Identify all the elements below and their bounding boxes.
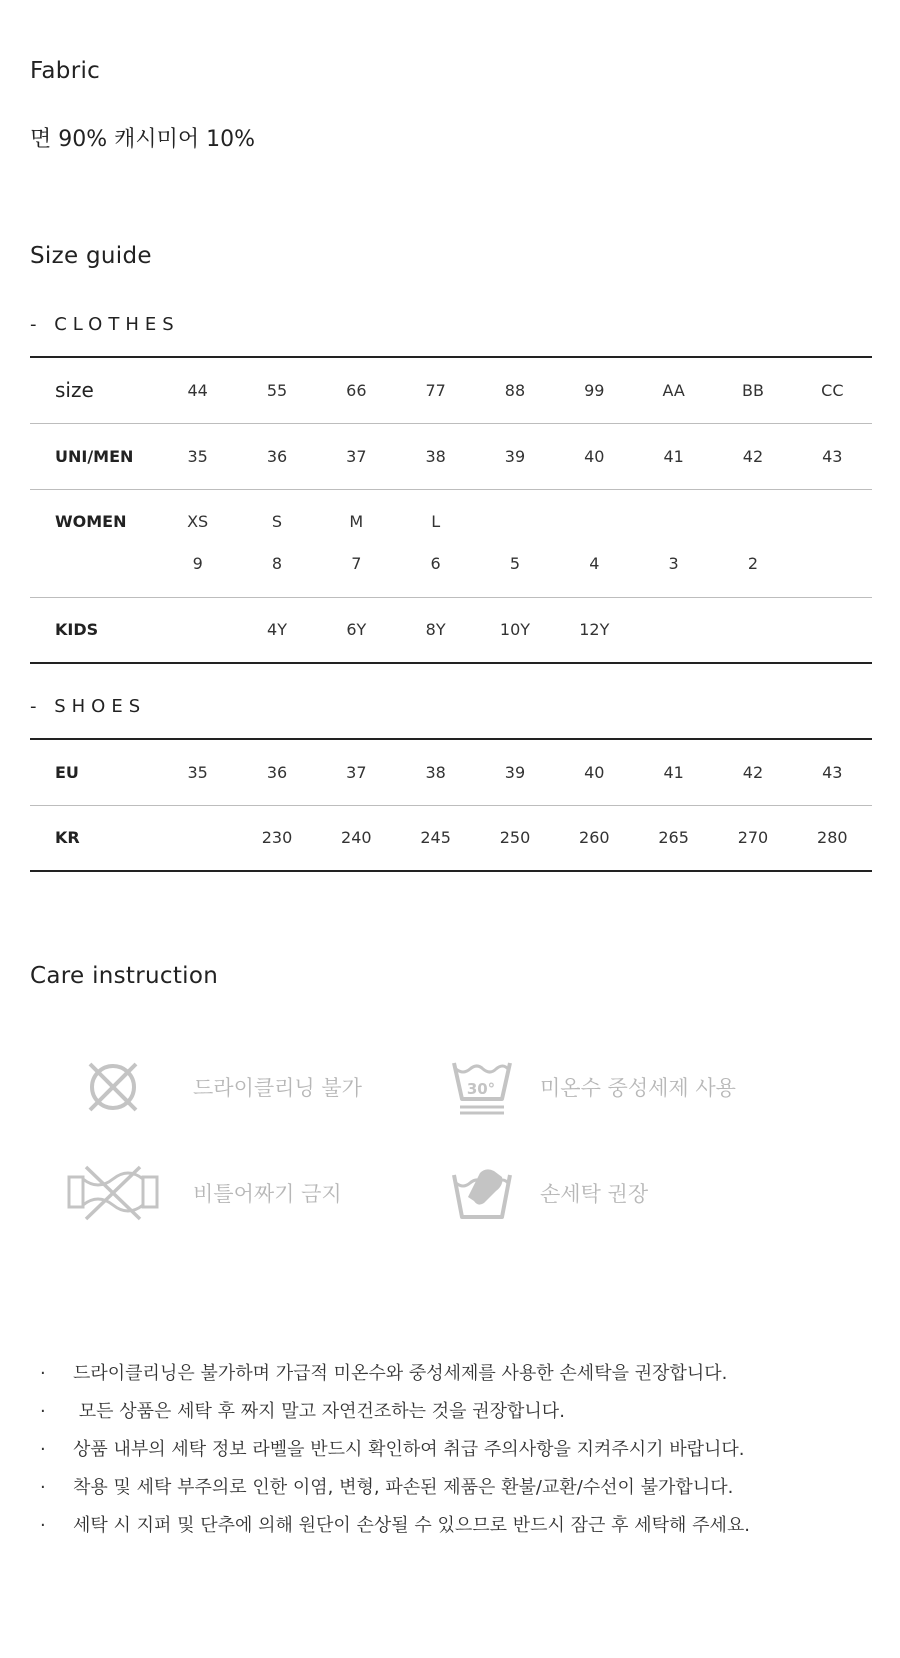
- table-cell: 41: [663, 762, 684, 782]
- row-label: EU: [55, 762, 79, 782]
- table-cell: 6Y: [346, 620, 367, 640]
- care-heading: Care instruction: [30, 963, 219, 989]
- table-cell: 36: [266, 762, 288, 782]
- table-cell: 88: [504, 380, 526, 400]
- table-cell: [396, 489, 475, 597]
- size-guide-heading: Size guide: [30, 243, 152, 269]
- note-text: 상품 내부의 세탁 정보 라벨을 반드시 확인하여 취급 주의사항을 지켜주시기 바랍니다.: [73, 1439, 745, 1460]
- table-cell: 260: [579, 828, 610, 848]
- table-cell: 12Y: [579, 620, 610, 640]
- list-item: [40, 1431, 870, 1469]
- cell-letter-size: L: [431, 512, 441, 531]
- table-cell: [713, 597, 792, 663]
- table-cell: [158, 805, 237, 871]
- table-cell: 43: [822, 762, 843, 782]
- table-cell: [713, 489, 792, 597]
- table-cell: 37: [346, 446, 367, 466]
- note-text: 드라이클리닝은 불가하며 가급적 미온수와 중성세제를 사용한 손세탁을 권장합니다.: [73, 1363, 728, 1384]
- table-cell: [158, 489, 237, 597]
- shoes-subheading: - SHOES: [30, 696, 147, 717]
- cell-number-size: 9: [192, 554, 203, 573]
- table-cell: 42: [742, 762, 764, 782]
- table-cell: 8Y: [425, 620, 446, 640]
- note-text: 모든 상품은 세탁 후 짜지 말고 자연건조하는 것을 권장합니다.: [73, 1401, 565, 1422]
- table-cell: 43: [822, 446, 843, 466]
- bullet: ·: [40, 1363, 46, 1384]
- care-label: 손세탁 권장: [540, 1182, 649, 1206]
- cell-number-size: 5: [509, 554, 521, 573]
- cell-number-size: 3: [668, 554, 679, 573]
- table-cell: 38: [425, 446, 446, 466]
- table-cell: 240: [341, 828, 372, 848]
- table-cell: 77: [425, 380, 446, 400]
- table-cell: 66: [346, 380, 367, 400]
- table-cell: CC: [821, 380, 844, 400]
- hand-wash-icon: [450, 1163, 514, 1223]
- table-cell: 44: [187, 380, 208, 400]
- row-label: size: [55, 378, 94, 403]
- list-item: [40, 1355, 870, 1393]
- table-row: [30, 739, 872, 805]
- cell-letter-size: S: [271, 512, 283, 531]
- wash-temperature: 30°: [466, 1080, 496, 1098]
- cell-letter-size: M: [349, 512, 364, 531]
- table-cell: 37: [346, 762, 367, 782]
- clothes-size-table: [30, 356, 872, 664]
- table-cell: 42: [742, 446, 764, 466]
- no-wring-icon: [66, 1165, 160, 1221]
- shoes-size-table: [30, 738, 872, 872]
- table-cell: 39: [504, 762, 526, 782]
- table-cell: 40: [584, 446, 605, 466]
- wash-30-icon: [450, 1055, 514, 1119]
- cell-number-size: 7: [351, 554, 362, 573]
- cell-number-size: 4: [589, 554, 600, 573]
- care-label: 드라이클리닝 불가: [193, 1076, 362, 1100]
- care-notes-list: [40, 1355, 870, 1545]
- table-cell: 36: [266, 446, 288, 466]
- table-cell: AA: [662, 380, 685, 400]
- table-cell: 35: [187, 446, 208, 466]
- table-row: [30, 423, 872, 489]
- cell-number-size: 8: [271, 554, 283, 573]
- bullet: ·: [40, 1439, 46, 1460]
- table-row: [30, 489, 872, 597]
- care-item-no-wring: [66, 1165, 342, 1221]
- care-label: 미온수 중성세제 사용: [540, 1076, 736, 1100]
- table-cell: 10Y: [499, 620, 531, 640]
- cell-number-size: 6: [430, 554, 441, 573]
- fabric-heading: Fabric: [30, 58, 101, 84]
- care-item-no-dry-clean: [80, 1055, 362, 1119]
- table-row: [30, 805, 872, 871]
- table-cell: 40: [584, 762, 605, 782]
- table-cell: [634, 489, 713, 597]
- care-item-wash-30: [450, 1055, 736, 1119]
- note-text: 착용 및 세탁 부주의로 인한 이염, 변형, 파손된 제품은 환불/교환/수선이 불가합니다.: [73, 1477, 734, 1498]
- table-cell: [793, 597, 872, 663]
- row-label: KIDS: [55, 620, 99, 640]
- row-label: WOMEN: [55, 511, 127, 531]
- list-item: [40, 1469, 870, 1507]
- row-label: UNI/MEN: [55, 446, 134, 466]
- bullet: ·: [40, 1515, 46, 1536]
- no-dry-clean-icon: [80, 1055, 144, 1119]
- table-cell: [555, 489, 634, 597]
- table-cell: 39: [504, 446, 526, 466]
- care-label: 비틀어짜기 금지: [193, 1182, 342, 1206]
- fabric-composition: 면 90% 캐시미어 10%: [30, 127, 256, 152]
- clothes-subheading: - CLOTHES: [30, 314, 180, 335]
- table-cell: [634, 597, 713, 663]
- care-item-hand-wash: [450, 1163, 648, 1223]
- table-cell: 270: [737, 828, 769, 848]
- table-cell: 35: [187, 762, 208, 782]
- table-cell: 265: [658, 828, 689, 848]
- list-item: [40, 1507, 870, 1545]
- table-cell: BB: [741, 380, 764, 400]
- table-cell: 38: [425, 762, 446, 782]
- table-cell: 99: [584, 380, 605, 400]
- row-label: KR: [55, 828, 80, 848]
- table-cell: [475, 489, 554, 597]
- table-cell: [237, 489, 316, 597]
- bullet: ·: [40, 1477, 46, 1498]
- table-cell: 250: [499, 828, 531, 848]
- table-cell: [317, 489, 396, 597]
- table-cell: 245: [420, 828, 451, 848]
- table-cell: 230: [261, 828, 293, 848]
- table-cell: 280: [817, 828, 848, 848]
- table-row: [30, 357, 872, 423]
- table-cell: [793, 489, 872, 597]
- bullet: ·: [40, 1401, 46, 1422]
- table-cell: [158, 597, 237, 663]
- table-cell: 41: [663, 446, 684, 466]
- list-item: [40, 1393, 870, 1431]
- table-cell: 4Y: [267, 620, 287, 640]
- cell-letter-size: XS: [187, 512, 209, 531]
- table-row: [30, 597, 872, 663]
- table-cell: 55: [266, 380, 288, 400]
- cell-number-size: 2: [747, 554, 759, 573]
- note-text: 세탁 시 지퍼 및 단추에 의해 원단이 손상될 수 있으므로 반드시 잠근 후 세탁해 주세요.: [73, 1515, 751, 1536]
